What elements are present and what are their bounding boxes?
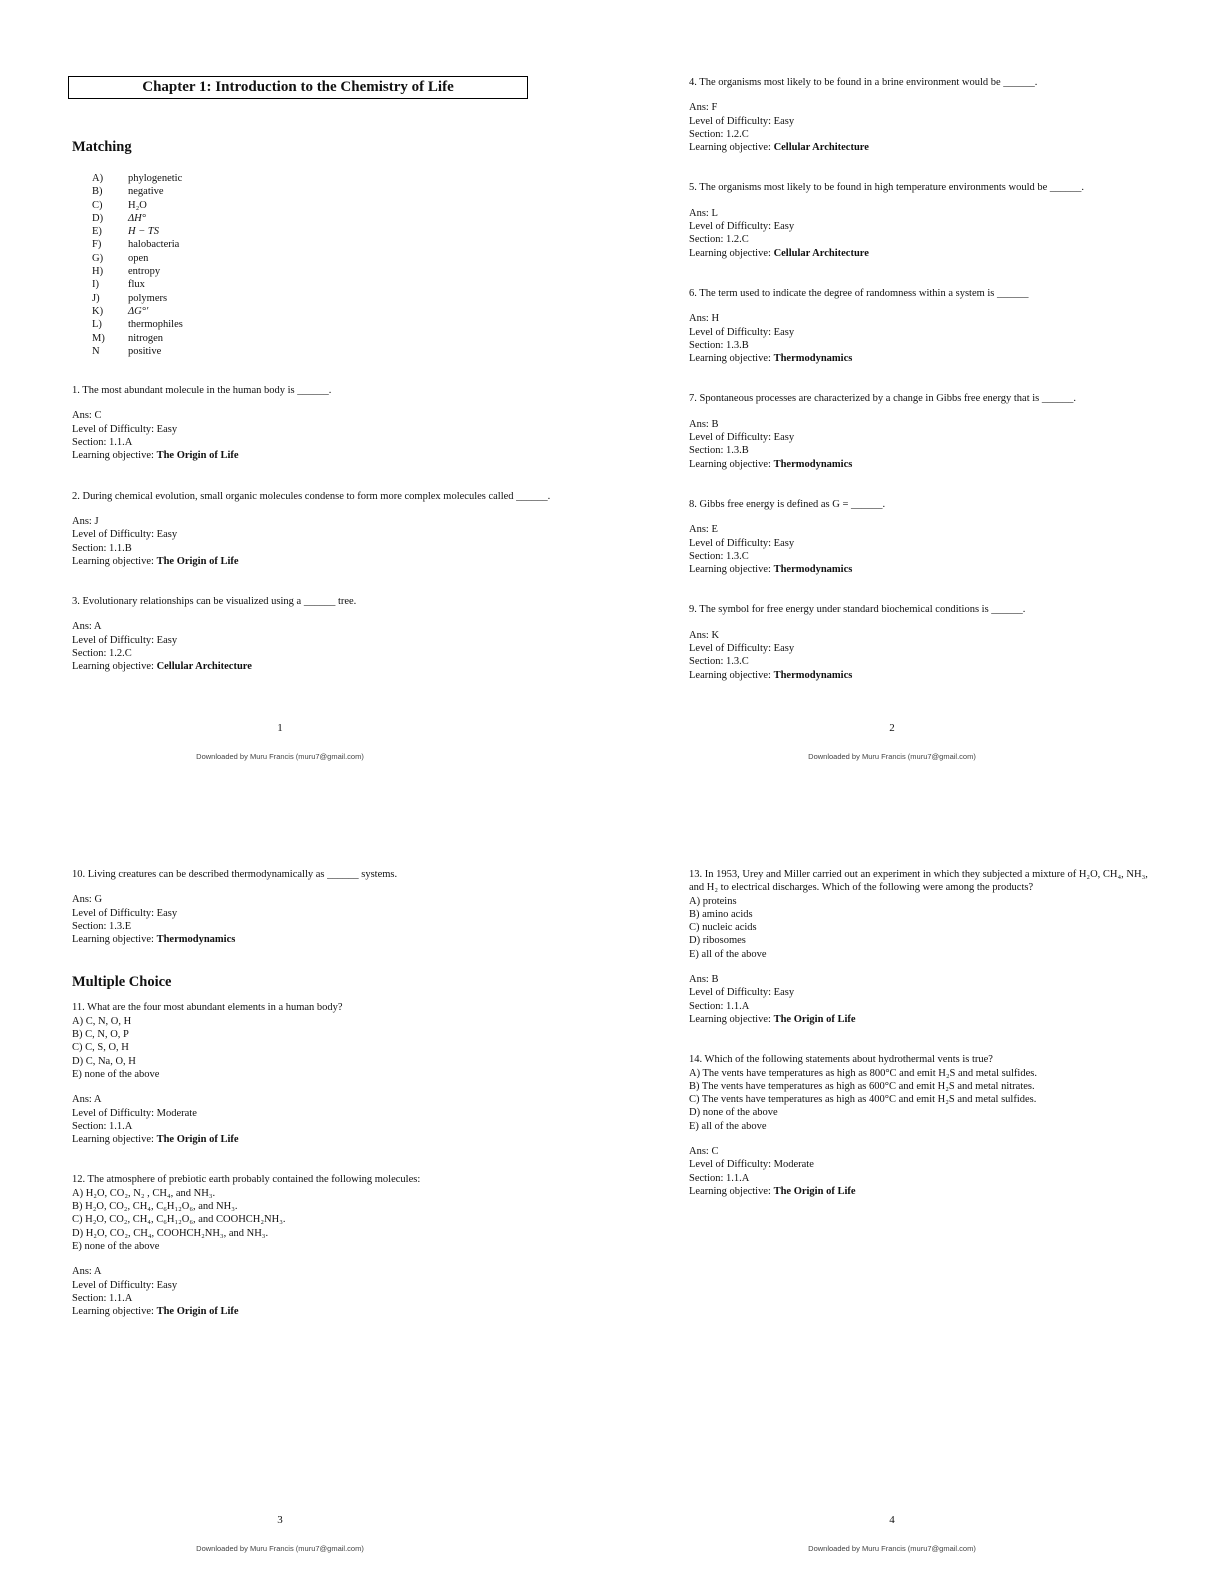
question-stem: 8. Gibbs free energy is defined as G = ______.: [689, 498, 886, 510]
download-footer: Downloaded by Muru Francis (muru7@gmail.com): [808, 1544, 976, 1553]
option: E) none of the above: [72, 1068, 160, 1080]
option: B) C, N, O, P: [72, 1029, 129, 1041]
option: A) proteins: [689, 895, 737, 907]
option: C) The vents have temperatures as high as 400°C and emit H₂S and metal sulfides.: [689, 1094, 1037, 1106]
section-ref: Section: 1.2.C: [689, 128, 749, 140]
matching-term: D) ΔH°: [92, 212, 146, 224]
page-1: [0, 0, 560, 792]
matching-term: G) open: [92, 252, 149, 264]
difficulty-level: Level of Difficulty: Easy: [72, 1279, 178, 1291]
download-footer: Downloaded by Muru Francis (muru7@gmail.com): [196, 1544, 364, 1553]
option: C) H₂O, CO₂, CH₄, C₆H₁₂O₆, and COOHCH₂NH₃.: [72, 1214, 286, 1226]
matching-term: I) flux: [92, 279, 145, 291]
question-stem: 10. Living creatures can be described thermodynamically as ______ systems.: [72, 869, 398, 880]
answer-key: Ans: A: [72, 621, 102, 633]
question-stem: 2. During chemical evolution, small organic molecules condense to form more complex molecules called ______.: [72, 490, 551, 502]
option: A) C, N, O, H: [72, 1015, 132, 1027]
question-stem: 6. The term used to indicate the degree of randomness within a system is ______: [689, 287, 1029, 299]
page-2-content: [689, 76, 1149, 709]
page-3-content: [72, 868, 552, 1345]
question-6: [689, 287, 1149, 365]
question-1: [72, 384, 552, 462]
difficulty-level: Level of Difficulty: Moderate: [689, 1159, 814, 1171]
difficulty-level: Level of Difficulty: Easy: [689, 326, 795, 338]
matching-term: E) H − TS: [92, 226, 160, 238]
section-ref: Section: 1.1.A: [72, 437, 133, 449]
learning-objective: Learning objective: The Origin of Life: [72, 1306, 239, 1318]
download-footer: Downloaded by Muru Francis (muru7@gmail.com): [808, 752, 976, 761]
matching-term: A) phylogenetic: [92, 173, 183, 184]
section-ref: Section: 1.1.B: [72, 542, 132, 554]
answer-key: Ans: J: [72, 515, 99, 527]
section-ref: Section: 1.2.C: [72, 648, 132, 660]
page-4-content: [689, 868, 1149, 1225]
answer-key: Ans: F: [689, 102, 718, 114]
learning-objective: Learning objective: The Origin of Life: [72, 1134, 239, 1146]
matching-term: L) thermophiles: [92, 319, 183, 331]
page-3: [0, 792, 560, 1584]
matching-term: H) entropy: [92, 266, 161, 278]
difficulty-level: Level of Difficulty: Easy: [72, 907, 178, 919]
option-list: [689, 1067, 1149, 1133]
question-stem: 7. Spontaneous processes are characterized by a change in Gibbs free energy that is ______.: [689, 393, 1077, 405]
answer-key: Ans: B: [689, 974, 719, 986]
learning-objective: Learning objective: The Origin of Life: [689, 1013, 856, 1025]
learning-objective: Learning objective: Cellular Architecture: [72, 661, 252, 673]
difficulty-level: Level of Difficulty: Easy: [689, 432, 795, 444]
question-5: [689, 181, 1149, 259]
answer-key: Ans: C: [72, 410, 102, 422]
option: E) none of the above: [72, 1240, 160, 1252]
answer-key: Ans: A: [72, 1266, 102, 1278]
learning-objective: Learning objective: Cellular Architecture: [689, 142, 869, 154]
matching-term: F) halobacteria: [92, 239, 180, 251]
difficulty-level: Level of Difficulty: Easy: [689, 987, 795, 999]
question-stem: 4. The organisms most likely to be found in a brine environment would be ______.: [689, 77, 1038, 88]
section-ref: Section: 1.3.B: [689, 445, 749, 457]
answer-key: Ans: K: [689, 629, 720, 641]
option-list: [72, 1015, 552, 1081]
page-4: [612, 792, 1172, 1584]
question-2: [72, 490, 552, 568]
answer-key: Ans: B: [689, 418, 719, 430]
difficulty-level: Level of Difficulty: Easy: [72, 423, 178, 435]
difficulty-level: Level of Difficulty: Easy: [72, 529, 178, 541]
question-8: [689, 498, 1149, 576]
option: A) The vents have temperatures as high as 800°C and emit H₂S and metal sulfides.: [689, 1067, 1037, 1079]
learning-objective: Learning objective: The Origin of Life: [689, 1185, 856, 1197]
question-stem: 12. The atmosphere of prebiotic earth probably contained the following molecules:: [72, 1174, 421, 1186]
option: C) C, S, O, H: [72, 1042, 129, 1054]
option: B) The vents have temperatures as high as 600°C and emit H₂S and metal nitrates.: [689, 1080, 1035, 1092]
question-stem: 5. The organisms most likely to be found in high temperature environments would be ______.: [689, 182, 1085, 194]
question-stem: 11. What are the four most abundant elements in a human body?: [72, 1002, 343, 1014]
learning-objective: Learning objective: Thermodynamics: [689, 458, 853, 470]
difficulty-level: Level of Difficulty: Easy: [72, 634, 178, 646]
option: D) H₂O, CO₂, CH₄, COOHCH₂NH₃, and NH₃.: [72, 1227, 269, 1239]
answer-key: Ans: C: [689, 1146, 719, 1158]
question-14: [689, 1053, 1149, 1198]
option: D) ribosomes: [689, 935, 746, 947]
question-11: [72, 1001, 552, 1146]
option: C) nucleic acids: [689, 922, 757, 934]
question-4: [689, 76, 1149, 154]
answer-key: Ans: H: [689, 313, 720, 325]
matching-term: K) ΔG°′: [92, 305, 149, 317]
difficulty-level: Level of Difficulty: Easy: [689, 643, 795, 655]
section-ref: Section: 1.3.C: [689, 656, 749, 668]
page-number: 3: [277, 1514, 283, 1526]
chapter-title: Chapter 1: Introduction to the Chemistry of Life: [68, 76, 528, 99]
learning-objective: Learning objective: Cellular Architecture: [689, 247, 869, 259]
learning-objective: Learning objective: Thermodynamics: [689, 564, 853, 576]
learning-objective: Learning objective: Thermodynamics: [689, 669, 853, 681]
option: B) amino acids: [689, 908, 753, 920]
learning-objective: Learning objective: The Origin of Life: [72, 450, 239, 462]
answer-key: Ans: E: [689, 524, 718, 536]
question-13: [689, 868, 1149, 1026]
option-list: [72, 1187, 552, 1253]
matching-term-list: [92, 172, 552, 358]
answer-key: Ans: A: [72, 1094, 102, 1106]
page-number: 2: [889, 722, 895, 734]
difficulty-level: Level of Difficulty: Easy: [689, 115, 795, 127]
multiple-choice-heading: Multiple Choice: [72, 974, 172, 991]
answer-key: Ans: G: [72, 894, 103, 906]
section-ref: Section: 1.3.C: [689, 550, 749, 562]
section-ref: Section: 1.3.B: [689, 339, 749, 351]
answer-key: Ans: L: [689, 207, 718, 219]
difficulty-level: Level of Difficulty: Easy: [689, 537, 795, 549]
option: B) H₂O, CO₂, CH₄, C₆H₁₂O₆, and NH₃.: [72, 1201, 238, 1213]
matching-heading: Matching: [72, 139, 132, 155]
option-list: [689, 895, 1149, 961]
option: D) none of the above: [689, 1107, 778, 1119]
difficulty-level: Level of Difficulty: Moderate: [72, 1107, 197, 1119]
section-ref: Section: 1.2.C: [689, 234, 749, 246]
matching-term: C) H₂O: [92, 199, 147, 211]
learning-objective: Learning objective: The Origin of Life: [72, 555, 239, 567]
question-stem: 9. The symbol for free energy under standard biochemical conditions is ______.: [689, 604, 1026, 616]
learning-objective: Learning objective: Thermodynamics: [72, 934, 236, 946]
page-1-content: [72, 138, 552, 701]
question-10: [72, 868, 552, 946]
section-ref: Section: 1.3.E: [72, 920, 132, 932]
page-2: [612, 0, 1172, 792]
section-ref: Section: 1.1.A: [72, 1292, 133, 1304]
section-ref: Section: 1.1.A: [689, 1172, 750, 1184]
matching-term: B) negative: [92, 186, 164, 198]
section-ref: Section: 1.1.A: [72, 1120, 133, 1132]
difficulty-level: Level of Difficulty: Easy: [689, 221, 795, 233]
question-stem: 1. The most abundant molecule in the human body is ______.: [72, 385, 332, 397]
download-footer: Downloaded by Muru Francis (muru7@gmail.com): [196, 752, 364, 761]
question-12: [72, 1173, 552, 1318]
question-stem: 3. Evolutionary relationships can be visualized using a ______ tree.: [72, 596, 357, 608]
page-number: 1: [277, 722, 283, 734]
option: E) all of the above: [689, 1120, 767, 1132]
question-9: [689, 603, 1149, 681]
option: E) all of the above: [689, 948, 767, 960]
option: A) H₂O, CO₂, N₂ , CH₄, and NH₃.: [72, 1187, 216, 1199]
matching-term: J) polymers: [92, 292, 168, 304]
question-7: [689, 392, 1149, 470]
option: D) C, Na, O, H: [72, 1055, 136, 1067]
question-stem: 13. In 1953, Urey and Miller carried out an experiment in which they subjected a mixture of H₂O, CH₄, NH₃, and H₂ to electrical discharges. Which of the following were among the products?: [689, 869, 1148, 894]
section-ref: Section: 1.1.A: [689, 1000, 750, 1012]
question-3: [72, 595, 552, 673]
matching-term: N positive: [92, 345, 162, 357]
matching-term: M) nitrogen: [92, 332, 163, 344]
question-stem: 14. Which of the following statements about hydrothermal vents is true?: [689, 1054, 993, 1066]
page-number: 4: [889, 1514, 895, 1526]
learning-objective: Learning objective: Thermodynamics: [689, 353, 853, 365]
